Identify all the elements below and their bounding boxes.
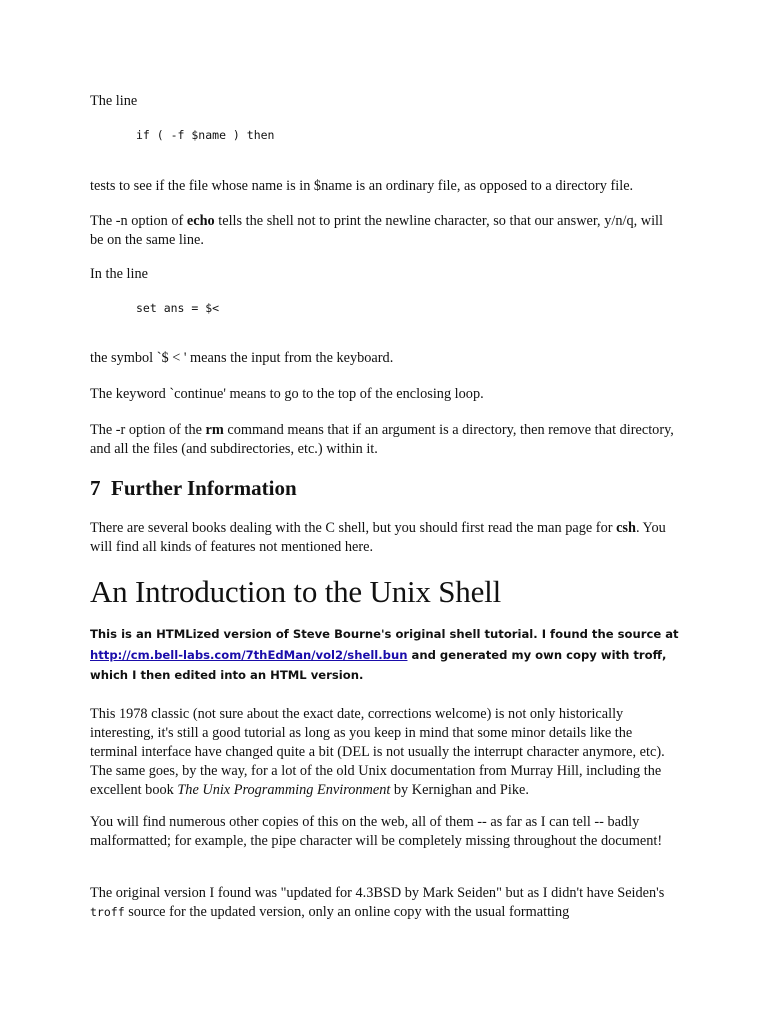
book-title: The Unix Programming Environment [177,782,391,798]
troff-inline-code: troff [90,905,125,919]
troff-term: troff [633,647,663,662]
section-number: 7 [90,476,101,500]
code-set-ans: set ans = $< [136,301,220,315]
section-heading-further-information [90,476,297,501]
paragraph-rm-option: The -r option of the rm command means that if an argument is a directory, then remove that directory, and all the files (and subdirectories, etc.) within it. [90,422,674,457]
paragraph-in-the-line: In the line [90,266,148,282]
echo-command: echo [186,213,215,229]
paragraph-echo-option: The -n option of echo tells the shell not to print the newline character, so that our answer, y/n/q, will be on the same line. [90,213,663,248]
paragraph-file-test: tests to see if the file whose name is in $name is an ordinary file, as opposed to a directory file. [90,178,634,194]
code-if-test: if ( -f $name ) then [136,128,275,142]
source-link[interactable]: http://cm.bell-labs.com/7thEdMan/vol2/shell.bun [90,647,408,662]
paragraph-1978-classic: This 1978 classic (not sure about the exact date, corrections welcome) is not only historically interesting, it's still a good tutorial as long as you keep in mind that some minor details like the terminal interface have changed quite a bit (DEL is not usually the interrupt character anymore, etc). The same goes, by the way, for a lot of the old Unix documentation from Murray Hill, including the excellent book The Unix Programming Environment by Kernighan and Pike. [90,706,665,798]
page-title: An Introduction to the Unix Shell [90,574,501,609]
paragraph-other-copies: You will find numerous other copies of this on the web, all of them -- as far as I can tell -- badly malformatted; for example, the pipe character will be completely missing throughout the document! [90,814,663,849]
paragraph-keyboard-input: the symbol `$ < ' means the input from the keyboard. [90,350,394,366]
paragraph-books: There are several books dealing with the C shell, but you should first read the man page for csh. You will find all kinds of features not mentioned here. [90,520,666,555]
rm-command: rm [205,422,224,438]
section-title: Further Information [111,476,297,500]
intro-paragraph: This is an HTMLized version of Steve Bourne's original shell tutorial. I found the source at http://cm.bell-labs.com/7thEdMan/vol2/shell.bun and generated my own copy with troff, which I then edited into an HTML version. [90,627,679,682]
paragraph-the-line: The line [90,93,138,109]
csh-command: csh [616,520,636,536]
paragraph-continue-keyword: The keyword `continue' means to go to the top of the enclosing loop. [90,386,484,402]
paragraph-original-version: The original version I found was "updated for 4.3BSD by Mark Seiden" but as I didn't have Seiden's troff source for the updated version, only an online copy with the usual formatting [90,885,665,920]
